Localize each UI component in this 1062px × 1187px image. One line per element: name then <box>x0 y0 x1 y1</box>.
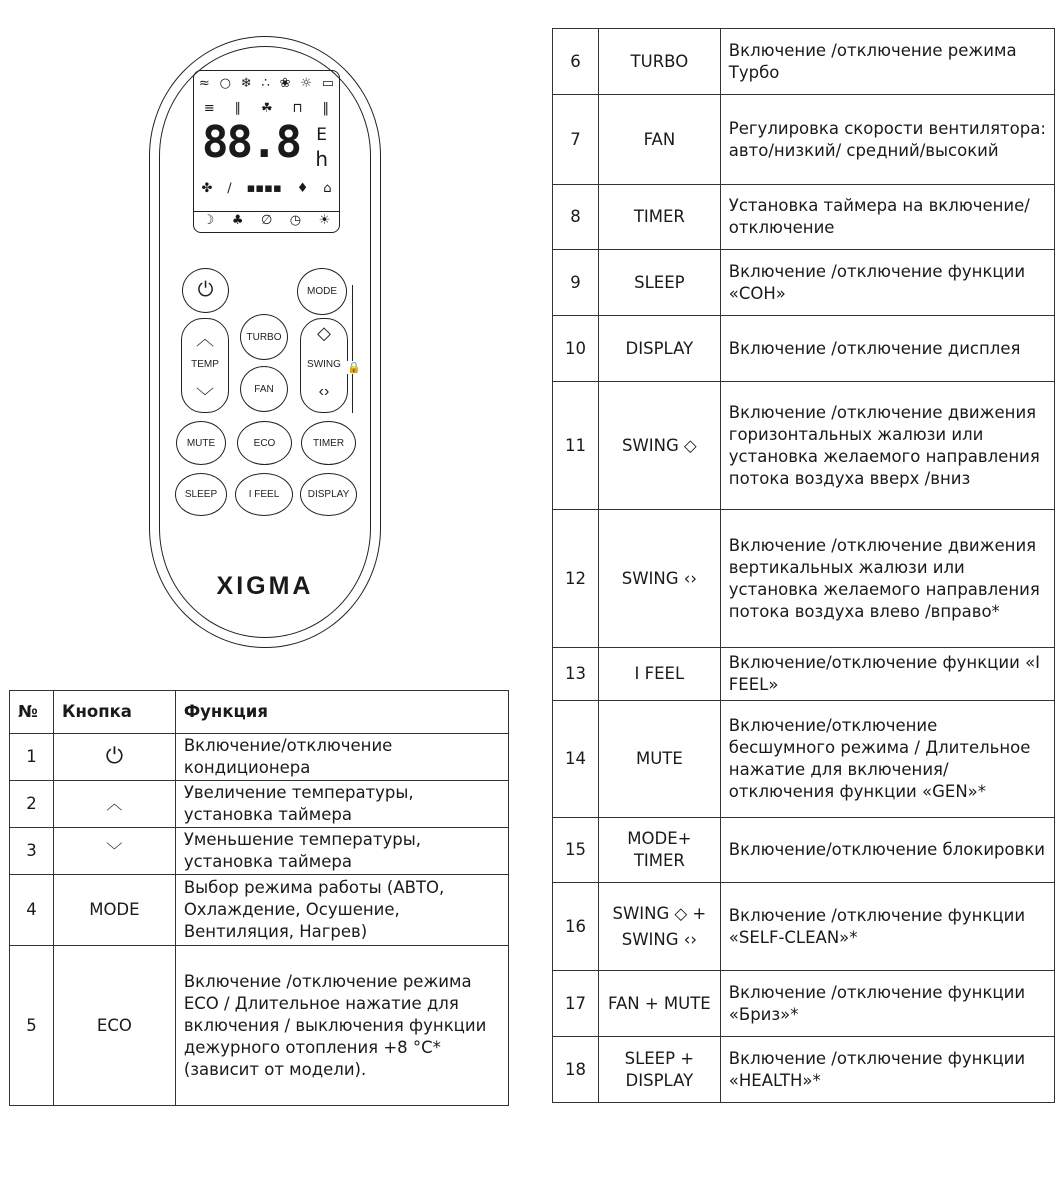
wifi-icon: ≈ <box>198 76 210 91</box>
row-number: 1 <box>10 734 54 781</box>
eco-button-label: ECO <box>253 437 276 449</box>
row-function: Регулировка скорости вентилятора: авто/низкий/ средний/высокий <box>720 95 1054 185</box>
row-number: 6 <box>553 29 599 95</box>
row-button: TURBO <box>598 29 720 95</box>
row-number: 3 <box>10 828 54 875</box>
row-function: Включение /отключение функции «HEALTH»* <box>720 1037 1054 1103</box>
clock-icon: ◷ <box>289 213 302 228</box>
swing-up-down-icon[interactable]: ◇ <box>317 323 331 343</box>
brand-logo: XIGMA <box>216 572 314 600</box>
temp-down-icon[interactable]: ﹀ <box>196 387 214 407</box>
row-button: SLEEP + DISPLAY <box>598 1037 720 1103</box>
swing-label: SWING <box>307 359 341 370</box>
power-icon: ⏻ <box>53 734 175 781</box>
fan-button-label: FAN <box>254 383 274 395</box>
dry-mode-icon: ∴ <box>261 76 270 91</box>
row-number: 7 <box>553 95 599 185</box>
cool-mode-icon: ❄ <box>240 76 252 91</box>
ifeel-button[interactable] <box>235 473 293 516</box>
table-row <box>10 734 509 781</box>
chevron-down-icon: ﹀ <box>53 828 175 875</box>
light-bulb-icon: ☀ <box>318 213 331 228</box>
table-row <box>10 828 509 875</box>
row-function: Включение /отключение режима Турбо <box>720 29 1054 95</box>
sleep-button-label: SLEEP <box>184 489 218 500</box>
no-ion-icon: ∅ <box>260 213 273 228</box>
header-function: Функция <box>175 691 508 734</box>
row-number: 5 <box>10 946 54 1106</box>
row-number: 4 <box>10 875 54 946</box>
sleep-moon-icon: ☽ <box>202 213 215 228</box>
lcd-second-icons <box>194 101 339 117</box>
lcd-display <box>193 70 340 233</box>
row-number: 15 <box>553 818 599 883</box>
lcd-digits: 88.8 <box>202 117 300 168</box>
row-button: SWING ◇ <box>598 382 720 510</box>
timer-button[interactable] <box>301 421 356 465</box>
row-button: FAN + MUTE <box>598 971 720 1037</box>
speed-bars-icon: ▪▪▪▪ <box>246 181 282 196</box>
ifeel-button-label: I FEEL <box>248 489 280 500</box>
chevron-up-icon: ︿ <box>53 781 175 828</box>
row-number: 16 <box>553 883 599 971</box>
lcd-top-icons <box>194 76 339 92</box>
lcd-bottom-icons <box>194 213 339 229</box>
row-function: Выбор режима работы (АВТО, Охлаждение, Осушение, Вентиляция, Нагрев) <box>175 875 508 946</box>
table-row <box>553 185 1055 250</box>
row-function: Включение /отключение движения горизонтальных жалюзи или установка желаемого направления потока воздуха вверх /вниз <box>720 382 1054 510</box>
row-number: 10 <box>553 316 599 382</box>
table-row <box>553 95 1055 185</box>
turbo-button[interactable] <box>240 314 288 360</box>
power-button[interactable] <box>182 268 229 313</box>
row-function: Включение/отключение кондиционера <box>175 734 508 781</box>
row-number: 14 <box>553 701 599 818</box>
header-button: Кнопка <box>53 691 175 734</box>
row-button: I FEEL <box>598 648 720 701</box>
row-button: SLEEP <box>598 250 720 316</box>
vertical-swing-icon: ‖ <box>322 101 330 116</box>
power-icon: ⏻ <box>197 279 214 301</box>
row-button: SWING ‹› <box>598 510 720 648</box>
lock-combination-line <box>352 285 353 413</box>
swing-flap-icon: ≡ <box>203 101 215 116</box>
table-row <box>553 250 1055 316</box>
row-function: Установка таймера на включение/отключение <box>720 185 1054 250</box>
table-row <box>10 875 509 946</box>
turbo-button-label: TURBO <box>246 331 282 343</box>
row-number: 17 <box>553 971 599 1037</box>
row-function: Включение /отключение движения вертикальных жалюзи или установка желаемого направления потока воздуха влево /вправо* <box>720 510 1054 648</box>
sleep-button[interactable] <box>175 473 227 516</box>
row-button: ECO <box>53 946 175 1106</box>
heat-mode-icon: ☼ <box>300 76 312 91</box>
mute-icon: ∕ <box>227 181 232 196</box>
table-row <box>553 1037 1055 1103</box>
row-function: Включение /отключение функции «СОН» <box>720 250 1054 316</box>
table-row <box>10 781 509 828</box>
swing-rocker[interactable] <box>300 318 348 413</box>
lcd-third-icons <box>194 181 339 197</box>
buttons-table-1 <box>9 690 509 1106</box>
table-row <box>553 971 1055 1037</box>
row-button: FAN <box>598 95 720 185</box>
temp-up-icon[interactable]: ︿ <box>196 329 214 349</box>
row-function: Увеличение температуры, установка таймера <box>175 781 508 828</box>
row-function: Включение /отключение режима ECO / Длительное нажатие для включения / выключения функции дежурного отопления +8 °C* (зависит от модели). <box>175 946 508 1106</box>
row-function: Уменьшение температуры, установка таймера <box>175 828 508 875</box>
row-button: DISPLAY <box>598 316 720 382</box>
lock-icon: 🔒 <box>347 361 361 374</box>
row-function: Включение /отключение функции «SELF-CLEAN»* <box>720 883 1054 971</box>
indoor-unit-icon: ⊓ <box>292 101 303 116</box>
row-button: TIMER <box>598 185 720 250</box>
mode-button-label: MODE <box>307 286 337 297</box>
table-header-row <box>10 691 509 734</box>
lcd-divider <box>194 211 339 212</box>
fan-speed-icon: ✤ <box>201 181 213 196</box>
row-number: 8 <box>553 185 599 250</box>
mute-button-label: MUTE <box>186 437 216 449</box>
row-function: Включение/отключение блокировки <box>720 818 1054 883</box>
table-row <box>553 382 1055 510</box>
lock-icon: ⌂ <box>323 181 332 196</box>
timer-button-label: TIMER <box>312 437 345 449</box>
row-button: MODE+ TIMER <box>598 818 720 883</box>
lcd-unit-top: E <box>316 125 327 145</box>
thermometer-icon: ∥ <box>234 101 242 116</box>
table-row <box>553 701 1055 818</box>
row-number: 12 <box>553 510 599 648</box>
tree-icon: ♣ <box>231 213 244 228</box>
swing-left-right-icon[interactable]: ‹› <box>318 383 330 400</box>
temp-label: TEMP <box>191 359 219 370</box>
row-number: 18 <box>553 1037 599 1103</box>
row-number: 9 <box>553 250 599 316</box>
row-button: MODE <box>53 875 175 946</box>
table-row <box>553 316 1055 382</box>
display-button[interactable] <box>300 473 357 516</box>
heart-icon: ♦ <box>296 181 309 196</box>
row-button: MUTE <box>598 701 720 818</box>
row-number: 11 <box>553 382 599 510</box>
table-row <box>553 510 1055 648</box>
table-row <box>553 883 1055 971</box>
row-function: Включение/отключение бесшумного режима / Длительное нажатие для включения/отключения функции «GEN»* <box>720 701 1054 818</box>
battery-icon: ▭ <box>321 76 335 91</box>
header-number: № <box>10 691 54 734</box>
row-button: SWING ◇ + SWING ‹› <box>598 883 720 971</box>
table-row <box>553 648 1055 701</box>
row-function: Включение /отключение дисплея <box>720 316 1054 382</box>
table-row <box>10 946 509 1106</box>
auto-mode-icon: ○ <box>219 76 231 91</box>
row-number: 2 <box>10 781 54 828</box>
row-function: Включение /отключение функции «Бриз»* <box>720 971 1054 1037</box>
buttons-table-2 <box>552 28 1055 1103</box>
fan-mode-icon: ❀ <box>279 76 291 91</box>
row-function: Включение/отключение функции «I FEEL» <box>720 648 1054 701</box>
temp-rocker[interactable] <box>181 318 229 413</box>
lcd-unit-bottom: h <box>315 147 328 171</box>
display-button-label: DISPLAY <box>307 489 350 500</box>
eco-leaf-icon: ☘ <box>261 101 273 116</box>
row-number: 13 <box>553 648 599 701</box>
mute-button[interactable] <box>176 421 226 465</box>
mode-button[interactable] <box>297 268 347 315</box>
table-row <box>553 29 1055 95</box>
fan-button[interactable] <box>240 366 288 412</box>
eco-button[interactable] <box>237 421 292 465</box>
table-row <box>553 818 1055 883</box>
